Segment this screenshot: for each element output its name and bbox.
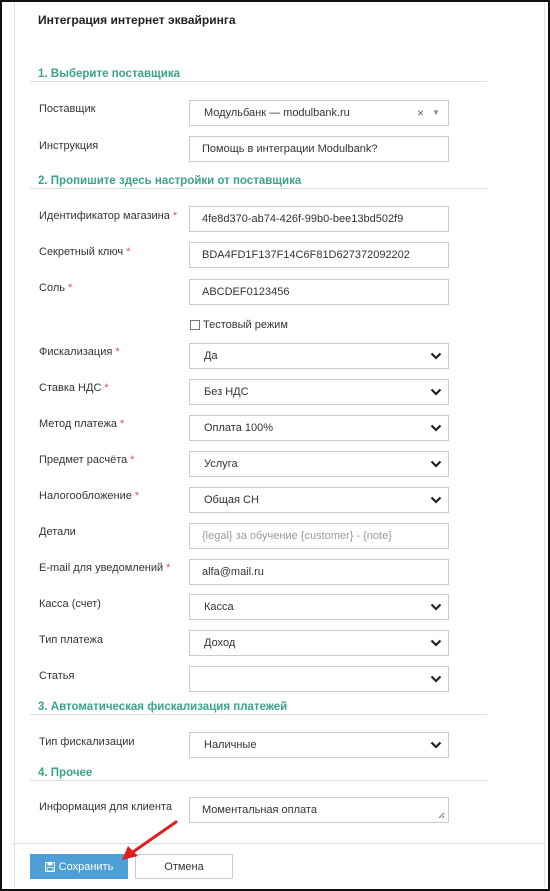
details-input[interactable]: {legal} за обучение {customer} - {note} <box>189 523 449 549</box>
payment-type-select[interactable] <box>189 630 449 656</box>
taxation-select[interactable] <box>189 487 449 513</box>
taxation-label: Налогообложение * <box>39 490 140 502</box>
fiscalization-select[interactable] <box>189 343 449 369</box>
instruction-label: Инструкция <box>39 140 99 152</box>
fisc-type-select[interactable] <box>189 732 449 758</box>
payment-method-select[interactable] <box>189 415 449 441</box>
provider-label: Поставщик <box>39 103 96 115</box>
instruction-link-field[interactable]: Помощь в интеграции Modulbank? <box>189 136 449 162</box>
save-button-label: Сохранить <box>58 860 114 873</box>
secret-key-label: Секретный ключ * <box>39 246 131 258</box>
chevron-down-icon <box>430 740 442 750</box>
required-mark: * <box>115 346 120 358</box>
cashbox-select[interactable] <box>189 594 449 620</box>
vat-select[interactable] <box>189 379 449 405</box>
required-mark: * <box>67 282 73 294</box>
article-label: Статья <box>39 670 75 682</box>
cancel-button[interactable]: Отмена <box>135 854 233 879</box>
chevron-down-icon <box>430 351 442 361</box>
floppy-disk-icon <box>45 862 55 872</box>
client-info-value: Моментальная оплата <box>202 804 317 816</box>
chevron-down-icon <box>430 674 442 684</box>
email-input[interactable]: alfa@mail.ru <box>189 559 449 585</box>
page-title: Интеграция интернет эквайринга <box>38 13 236 27</box>
chevron-down-icon <box>430 495 442 505</box>
section-heading-auto-fiscalization: 3. Автоматическая фискализация платежей <box>38 701 288 713</box>
vat-value: Без НДС <box>204 386 249 398</box>
details-label: Детали <box>39 526 76 538</box>
required-mark: * <box>130 454 135 466</box>
section-heading-other: 4. Прочее <box>38 767 93 779</box>
article-select[interactable] <box>189 666 449 692</box>
taxation-value: Общая СН <box>204 494 259 506</box>
payment-method-value: Оплата 100% <box>204 422 274 434</box>
section-divider <box>30 188 487 189</box>
payment-type-value: Доход <box>204 637 236 649</box>
provider-value: Модульбанк — modulbank.ru <box>204 107 350 119</box>
section-divider <box>30 780 487 781</box>
test-mode-label: Тестовый режим <box>203 319 288 331</box>
section-divider <box>30 81 487 82</box>
provider-select[interactable] <box>189 100 449 126</box>
fiscalization-value: Да <box>204 350 218 362</box>
chevron-down-icon <box>430 423 442 433</box>
section-heading-provider: 1. Выберите поставщика <box>38 68 180 80</box>
required-mark: * <box>134 490 140 502</box>
email-label: E-mail для уведомлений * <box>39 562 171 574</box>
payment-subject-label: Предмет расчёта * <box>39 454 135 466</box>
client-info-textarea[interactable] <box>189 797 449 823</box>
fisc-type-label: Тип фискализации <box>39 736 135 748</box>
fiscalization-label: Фискализация * <box>39 346 120 358</box>
shop-id-label: Идентификатор магазина * <box>39 210 178 222</box>
required-mark: * <box>119 418 125 430</box>
fisc-type-value: Наличные <box>204 739 257 751</box>
annotation-arrow-icon <box>118 818 183 863</box>
clear-icon[interactable]: × <box>416 106 424 120</box>
section-divider <box>30 714 487 715</box>
salt-input[interactable]: ABCDEF0123456 <box>189 279 449 305</box>
shop-id-input[interactable]: 4fe8d370-ab74-426f-99b0-bee13bd502f9 <box>189 206 449 232</box>
cashbox-value: Касса <box>204 601 234 613</box>
test-mode-row[interactable] <box>190 319 288 331</box>
client-info-label: Информация для клиента <box>39 801 172 813</box>
payment-type-label: Тип платежа <box>39 634 104 646</box>
cashbox-label: Касса (счет) <box>39 598 101 610</box>
section-heading-settings: 2. Пропишите здесь настройки от поставщика <box>38 175 302 187</box>
chevron-down-icon <box>430 387 442 397</box>
save-button[interactable] <box>30 854 128 879</box>
required-mark: * <box>104 382 109 394</box>
resize-grip-icon[interactable] <box>438 812 445 819</box>
secret-key-input[interactable]: BDA4FD1F137F14C6F81D627372092202 <box>189 242 449 268</box>
required-mark: * <box>126 246 131 258</box>
caret-down-icon[interactable]: ▼ <box>432 108 440 117</box>
required-mark: * <box>166 562 171 574</box>
chevron-down-icon <box>430 602 442 612</box>
footer-divider <box>13 843 543 844</box>
vat-label: Ставка НДС * <box>39 382 109 394</box>
chevron-down-icon <box>430 638 442 648</box>
chevron-down-icon <box>430 459 442 469</box>
payment-subject-select[interactable] <box>189 451 449 477</box>
salt-label: Соль * <box>39 282 73 294</box>
test-mode-checkbox[interactable] <box>190 320 200 330</box>
payment-subject-value: Услуга <box>204 458 238 470</box>
payment-method-label: Метод платежа * <box>39 418 125 430</box>
required-mark: * <box>172 210 178 222</box>
